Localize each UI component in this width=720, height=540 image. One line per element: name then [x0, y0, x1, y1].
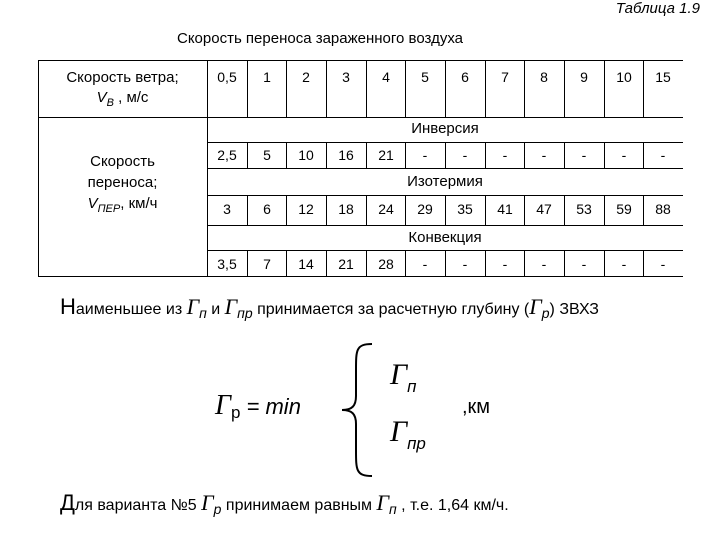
variant-g-r: Г	[201, 490, 214, 515]
table-bottom-border	[38, 276, 683, 277]
header-bottom-border	[38, 117, 683, 118]
note-g-pr: Г	[224, 294, 238, 319]
formula-sub-r: р	[230, 403, 241, 422]
wind-speed-cell: 5	[421, 69, 429, 85]
inversion-value-cell: -	[581, 147, 587, 163]
isotherm-value-cell: 88	[655, 201, 671, 217]
convection-value-cell: -	[462, 256, 468, 272]
formula-bottom-g: Г	[390, 415, 408, 448]
wind-speed-cell: 6	[461, 69, 469, 85]
isotherm-value-cell: 53	[576, 201, 592, 217]
wind-speed-unit: , м/с	[113, 89, 149, 106]
table-number: Таблица 1.9	[615, 0, 700, 17]
variant-sub-n: п	[389, 501, 397, 517]
wind-speed-label-line2	[40, 88, 205, 113]
inversion-value-cell: 21	[378, 147, 394, 163]
note-g-r: Г	[529, 294, 542, 319]
formula-lhs	[215, 390, 301, 422]
convection-top-divider	[207, 225, 683, 226]
wind-speed-subscript: В	[106, 97, 114, 109]
formula-eq-min: = min	[240, 394, 301, 419]
isotherm-value-cell: 12	[298, 201, 314, 217]
formula-g-r: Г	[215, 390, 231, 421]
isotherm-value-cell: 41	[497, 201, 513, 217]
convection-value-cell: 7	[263, 256, 271, 272]
inversion-value-cell: -	[541, 147, 547, 163]
variant-part3: , т.е. 1,64 км/ч.	[396, 497, 509, 514]
transfer-speed-label-line3	[40, 193, 205, 220]
formula-bottom-sub: пр	[407, 434, 426, 453]
wind-speed-label	[40, 68, 205, 113]
note-cap: Н	[60, 294, 76, 319]
convection-value-cell: -	[502, 256, 508, 272]
variant-sub-r: р	[213, 501, 222, 517]
curly-brace-icon	[338, 340, 378, 480]
table-left-border	[38, 60, 39, 276]
wind-speed-cell: 0,5	[217, 69, 237, 85]
transfer-speed-label	[40, 151, 205, 220]
wind-speed-cell: 3	[342, 69, 350, 85]
isotherm-value-cell: 59	[616, 201, 632, 217]
note-g-n: Г	[186, 294, 200, 319]
wind-speed-cell: 15	[655, 69, 671, 85]
note-part4: ) ЗВХЗ	[549, 301, 599, 318]
isotherm-value-cell: 24	[378, 201, 394, 217]
transfer-speed-unit: , км/ч	[120, 195, 158, 212]
convection-value-cell: 3,5	[217, 256, 237, 272]
inversion-value-cell: 10	[298, 147, 314, 163]
transfer-speed-label-line2: переноса;	[87, 174, 158, 191]
band-label-inversion: Инверсия	[411, 120, 479, 137]
note-sub-r: р	[541, 305, 550, 321]
band-label-convection: Конвекция	[408, 229, 482, 246]
note-part1: аименьшее из	[75, 301, 187, 318]
isotherm-value-cell: 6	[263, 201, 271, 217]
wind-speed-cell: 10	[616, 69, 632, 85]
convection-value-cell: 14	[298, 256, 314, 272]
convection-value-cell: -	[660, 256, 666, 272]
isotherm-top-divider	[207, 168, 683, 169]
wind-speed-cell: 4	[382, 69, 390, 85]
wind-speed-label-line1: Скорость ветра;	[66, 69, 179, 86]
convection-value-cell: 21	[338, 256, 354, 272]
table-top-border	[38, 60, 683, 61]
formula-top	[390, 358, 417, 396]
isotherm-value-cell: 18	[338, 201, 354, 217]
wind-speed-cell: 1	[263, 69, 271, 85]
inversion-value-cell: -	[660, 147, 666, 163]
note-text	[60, 294, 599, 320]
convection-value-cell: 28	[378, 256, 394, 272]
isotherm-value-cell: 35	[457, 201, 473, 217]
wind-speed-cell: 9	[580, 69, 588, 85]
formula-unit: ,км	[462, 396, 491, 418]
variant-g-n: Г	[376, 490, 390, 515]
inversion-value-cell: -	[462, 147, 468, 163]
wind-speed-cell: 7	[501, 69, 509, 85]
note-part3: принимается за расчетную глубину (	[252, 301, 530, 318]
wind-speed-cell: 8	[540, 69, 548, 85]
note-sub-n: п	[199, 305, 207, 321]
inversion-value-cell: -	[422, 147, 428, 163]
transfer-speed-label-line1: Скорость	[90, 153, 155, 170]
inversion-value-cell: -	[502, 147, 508, 163]
isotherm-value-cell: 47	[536, 201, 552, 217]
transfer-speed-subscript: ПЕР	[97, 203, 121, 215]
formula-bottom	[390, 415, 426, 453]
formula-top-g: Г	[390, 358, 408, 391]
variant-part1: ля варианта №5	[74, 497, 202, 514]
wind-speed-symbol: V	[96, 89, 107, 106]
variant-part2: принимаем равным	[221, 497, 377, 514]
inversion-value-cell: 5	[263, 147, 271, 163]
band-label-isotherm: Изотермия	[407, 173, 483, 190]
inversion-value-cell: 16	[338, 147, 354, 163]
transfer-speed-symbol: V	[87, 195, 98, 212]
isotherm-value-cell: 29	[417, 201, 433, 217]
variant-text	[60, 490, 509, 516]
wind-speed-cell: 2	[302, 69, 310, 85]
note-part2: и	[206, 301, 225, 318]
isotherm-value-cell: 3	[223, 201, 231, 217]
convection-value-cell: -	[581, 256, 587, 272]
inversion-value-cell: 2,5	[217, 147, 237, 163]
convection-value-cell: -	[541, 256, 547, 272]
convection-value-cell: -	[621, 256, 627, 272]
inversion-value-cell: -	[621, 147, 627, 163]
table-title: Скорость переноса зараженного воздуха	[176, 30, 464, 47]
variant-cap: Д	[60, 490, 75, 515]
formula-top-sub: п	[407, 377, 417, 396]
convection-value-cell: -	[422, 256, 428, 272]
note-sub-pr: пр	[237, 305, 253, 321]
